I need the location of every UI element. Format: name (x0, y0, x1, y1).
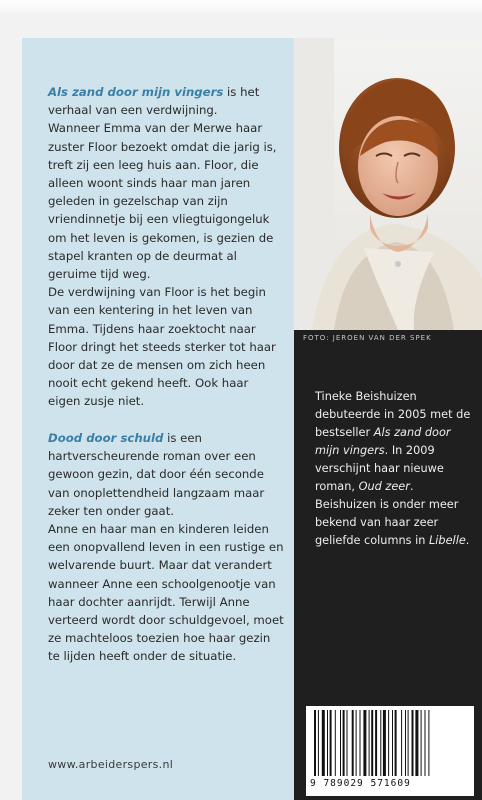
blurb-second-book (48, 429, 284, 666)
author-photo (294, 38, 482, 330)
isbn-number: 9 789029 571609 (310, 778, 411, 789)
barcode-bar (360, 710, 361, 776)
bio-title-2: Oud zeer (358, 480, 410, 493)
barcode-bar (421, 710, 422, 776)
publisher-website[interactable]: www.arbeiderspers.nl (48, 758, 174, 771)
barcode-bar (428, 710, 429, 776)
barcode-bar (352, 710, 354, 776)
barcode-bar (415, 710, 418, 776)
barcode-bar (347, 710, 348, 776)
barcode-bar (371, 710, 373, 776)
blurb-paragraph-3: Anne en haar man en kinderen leiden een onopvallend leven in een rustige en welvarende buurt. Maar dat verandert wanneer Anne een schoolgenootje van haar dochter aanrijdt. Terwijl Anne verteerd wordt door schuldgevoel, moet ze machteloos toezien hoe haar gezin te lijden heeft onder de situatie. (48, 522, 284, 664)
barcode-bar (405, 710, 406, 776)
barcode-bar (363, 710, 366, 776)
cover-top-edge (0, 0, 482, 14)
barcode-bar (318, 710, 319, 776)
bio-title-3: Libelle (429, 534, 466, 547)
barcode-bar (322, 710, 325, 776)
barcode-bar (408, 710, 409, 776)
barcode-bar (343, 710, 345, 776)
blurb-paragraph-2: De verdwijning van Floor is het begin van een kentering in het leven van Emma. Tijdens haar zoektocht naar Floor dringt het steeds sterker tot haar door dat ze de mensen om zich heen nooit echt gekend heeft. Ook haar eigen zusje niet. (48, 285, 276, 409)
book-title-2: Dood door schuld (48, 431, 164, 445)
barcode-bar (395, 710, 397, 776)
bio-text-1: Tineke Beishuizen debuteerde in 2005 met de bestseller (315, 390, 471, 439)
barcode-bars-icon (314, 710, 466, 776)
blurb-first-book (48, 83, 284, 411)
bio-text-2: . In 2009 verschijnt haar nieuwe roman, (315, 444, 444, 493)
barcode-bar (314, 710, 316, 776)
barcode-bar (335, 710, 336, 776)
isbn-barcode (306, 706, 474, 796)
barcode-bar (388, 710, 389, 776)
photo-credit: FOTO: JEROEN VAN DER SPEK (303, 334, 432, 342)
barcode-bar (412, 710, 414, 776)
barcode-bar (401, 710, 402, 776)
barcode-bar (375, 710, 377, 776)
intro-sentence: is het verhaal van een verdwijning. (48, 85, 260, 118)
barcode-bar (330, 710, 332, 776)
barcode-bar (356, 710, 357, 776)
second-intro-sentence: is een hartverscheurende roman over een gewoon gezin, dat door één seconde van onoplettendheid langzaam maar zeker ten onder gaat. (48, 431, 265, 518)
barcode-bar (392, 710, 393, 776)
barcode-bar (369, 710, 370, 776)
book-title-1: Als zand door mijn vingers (48, 85, 224, 99)
barcode-bar (383, 710, 386, 776)
barcode-bar (340, 710, 341, 776)
author-bio (315, 388, 473, 550)
barcode-bar (327, 710, 328, 776)
bio-title-1: Als zand door mijn vingers (315, 426, 451, 457)
author-portrait-icon (294, 38, 482, 330)
bio-text-3: . Beishuizen is onder meer bekend van haar zeer geliefde columns in (315, 480, 459, 547)
barcode-bar (425, 710, 426, 776)
blurb-paragraph-1: Wanneer Emma van der Merwe haar zuster Floor bezoekt omdat die jarig is, treft zij een leeg huis aan. Floor, die alleen woont sinds haar man jaren geleden in gezelschap van zijn vriendinnetje bij een vliegtuigongeluk om het leven is gekomen, is gezien de stapel kranten op de deurmat al geruime tijd weg. (48, 121, 277, 282)
barcode-bar (380, 710, 381, 776)
bio-text-4: . (465, 534, 470, 547)
